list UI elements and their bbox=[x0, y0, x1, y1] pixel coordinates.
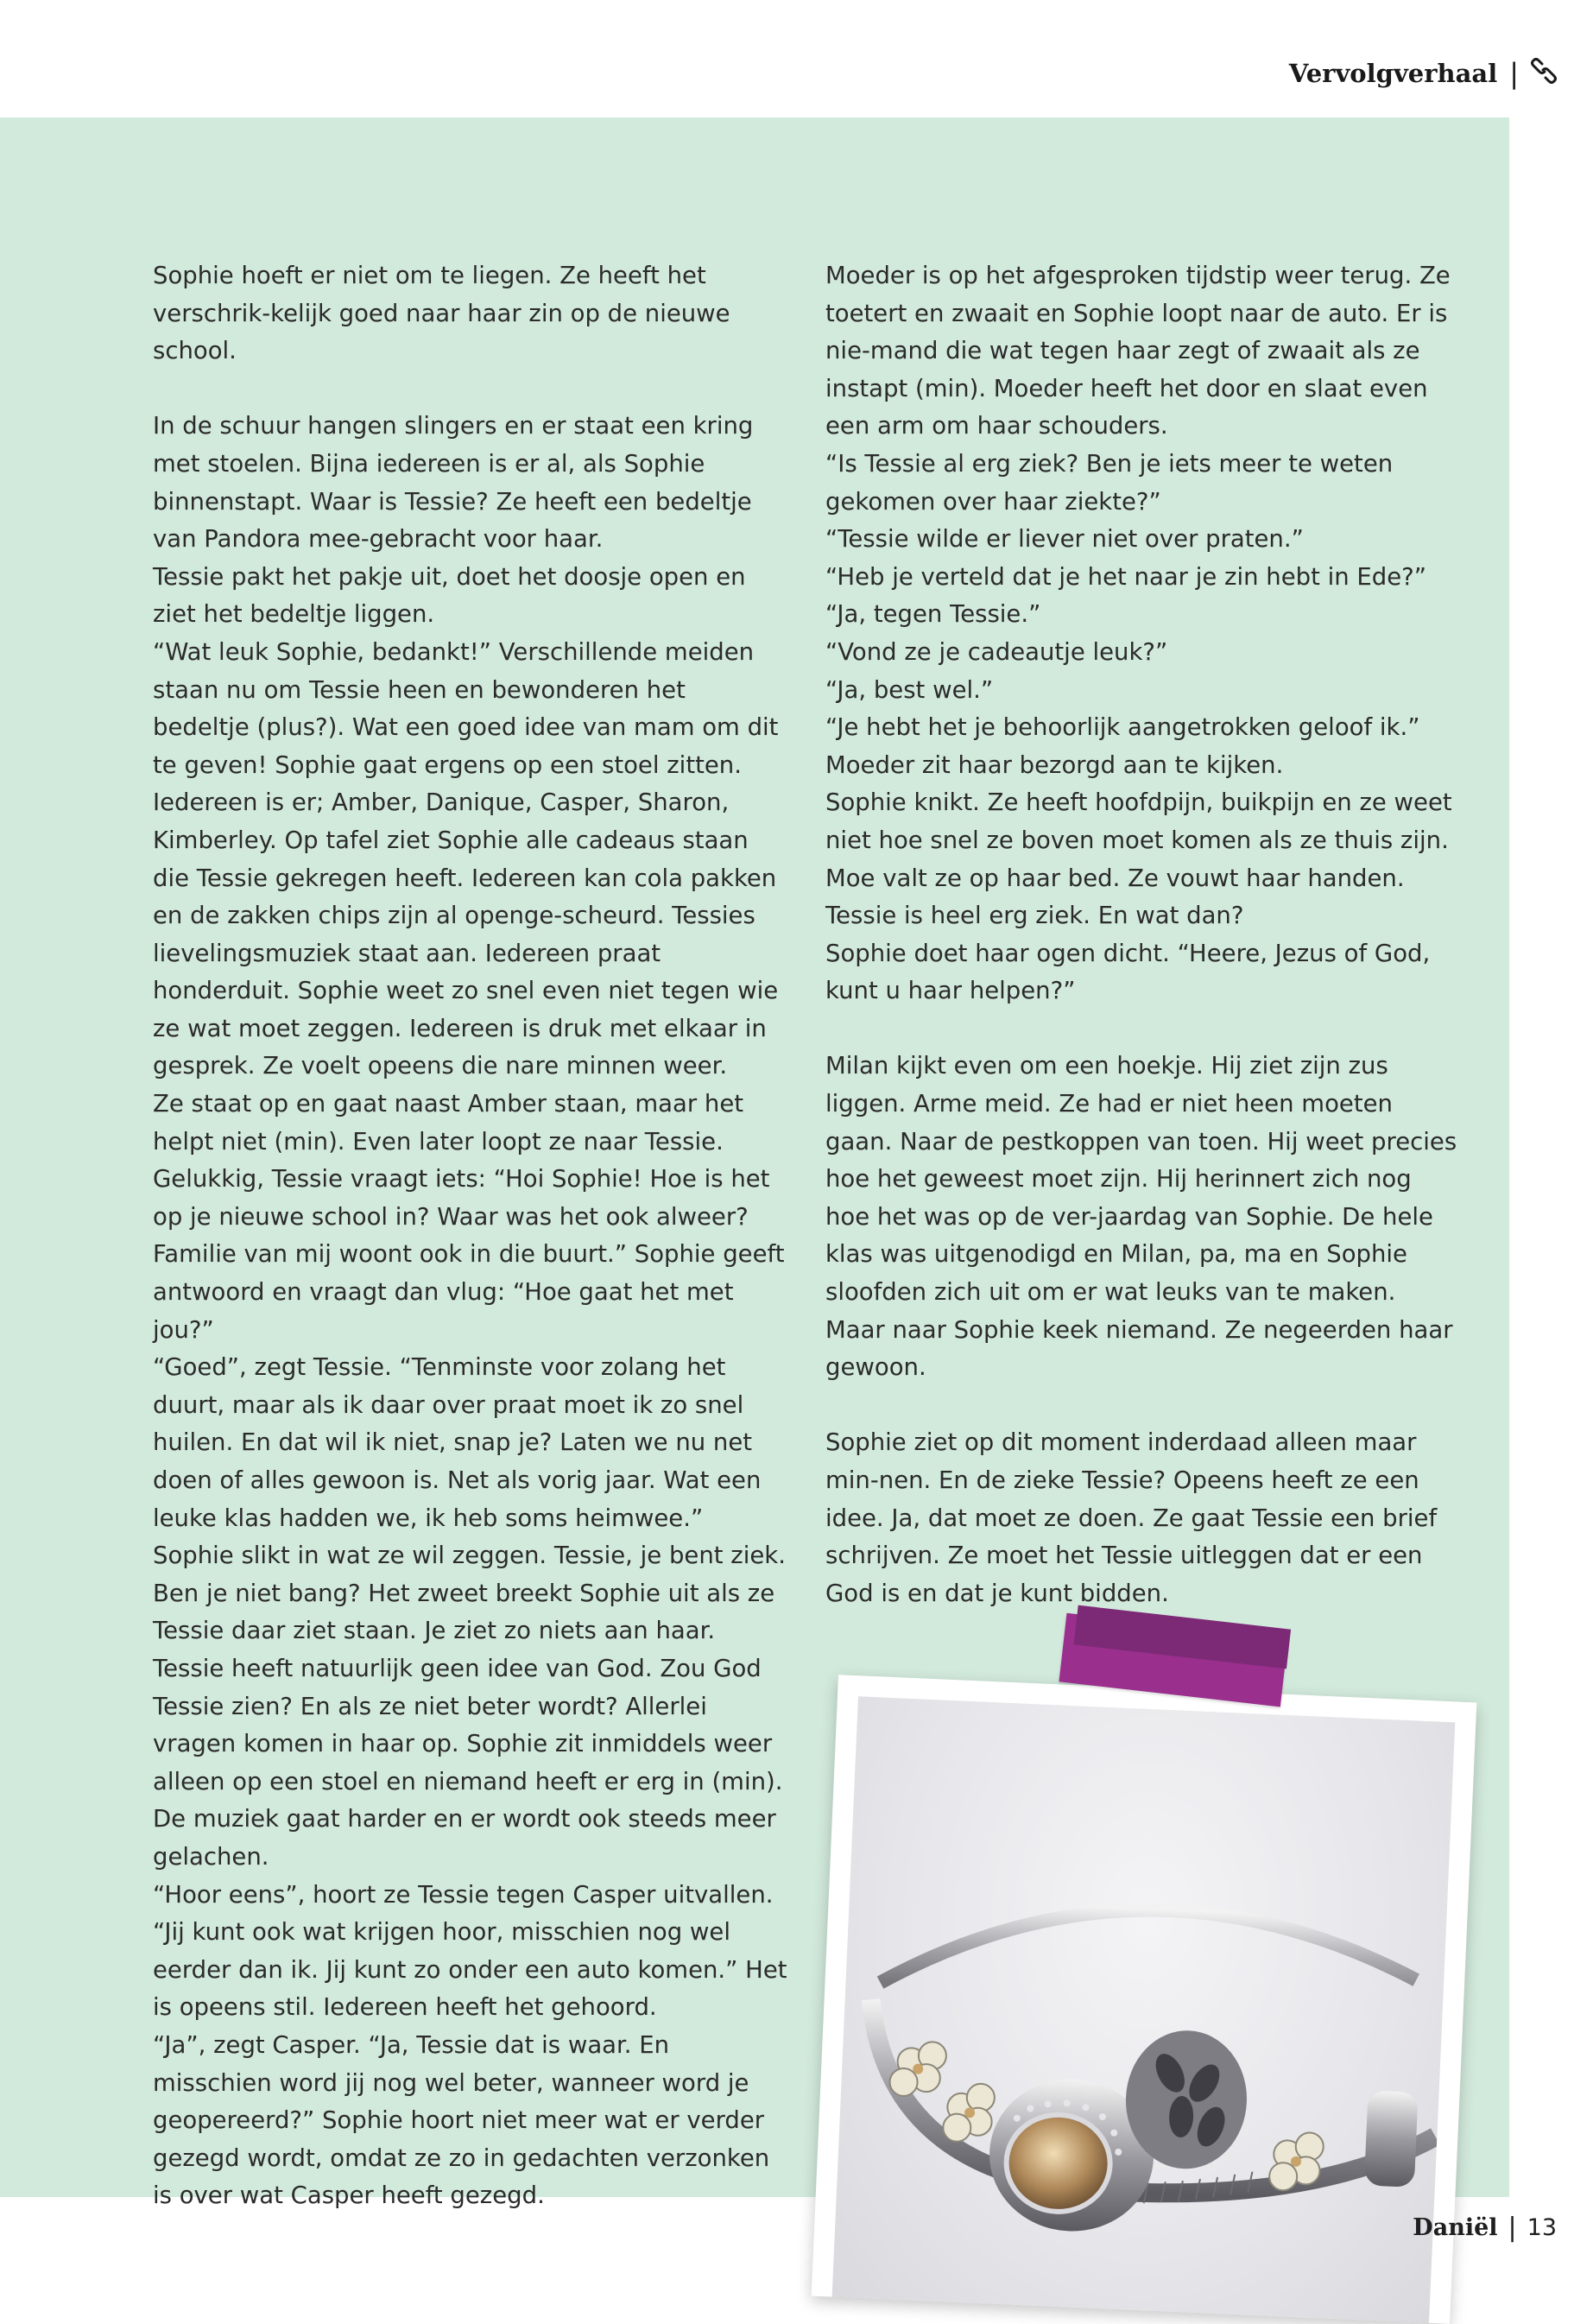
link-icon bbox=[1531, 58, 1557, 90]
paragraph: “Ja, best wel.” bbox=[825, 675, 994, 704]
section-title: Vervolgverhaal bbox=[1288, 59, 1498, 88]
paragraph: In de schuur hangen slingers en er staat een kring met stoelen. Bijna iedereen is er al, als Sophie binnenstapt. Waar is Tessie? Ze heeft een bedeltje van Pandora mee-gebracht voor haar. bbox=[153, 412, 754, 554]
paragraph: “Wat leuk Sophie, bedankt!” Verschillende meiden staan nu om Tessie heen en bewonderen het bedeltje (plus?). Wat een goed idee van mam om dit te geven! Sophie gaat ergens op een stoel zitten. Iedereen is er; Amber, Danique, Casper, Sharon, Kimberley. Op tafel ziet Sophie alle cadeaus staan die Tessie gekregen heeft. Iedereen kan cola pakken en de zakken chips zijn al openge-scheurd. Tessies lievelingsmuziek staat aan. Iedereen praat honderduit. Sophie weet zo snel even niet tegen wie ze wat moet zeggen. Iedereen is druk met elkaar in gesprek. Ze voelt opeens die nare minnen weer. bbox=[153, 637, 779, 1080]
page-number: 13 bbox=[1527, 2214, 1557, 2241]
paragraph: “Goed”, zegt Tessie. “Tenminste voor zolang het duurt, maar als ik daar over praat moet ik zo snel huilen. En dat wil ik niet, snap je? Laten we nu net doen of alles gewoon is. Net als vorig jaar. Wat een leuke klas hadden we, ik heb soms heimwee.” bbox=[153, 1353, 762, 1532]
paragraph: Moeder is op het afgesproken tijdstip weer terug. Ze toetert en zwaait en Sophie loopt naar de auto. Er is nie-mand die wat tegen haar zegt of zwaait als ze instapt (min). Moeder heeft het door en slaat even een arm om haar schouders. bbox=[825, 262, 1451, 440]
bracelet-photo bbox=[832, 1696, 1456, 2323]
paragraph: Milan kijkt even om een hoekje. Hij ziet zijn zus liggen. Arme meid. Ze had er niet heen moeten gaan. Naar de pestkoppen van toen. Hij weet precies hoe het geweest moet zijn. Hij herinnert zich nog hoe het was op de ver-jaardag van Sophie. De hele klas was uitgenodigd en Milan, pa, ma en Sophie sloofden zich uit om er wat leuks van te maken. Maar naar Sophie keek niemand. Ze negeerden haar gewoon. bbox=[825, 1052, 1457, 1382]
paragraph: “Ja”, zegt Casper. “Ja, Tessie dat is waar. En misschien word jij nog wel beter, wanneer word je geopereerd?” Sophie hoort niet meer wat er verder gezegd wordt, omdat ze zo in gedachten verzonken is over wat Casper heeft gezegd. bbox=[153, 2030, 770, 2210]
paragraph: Ze staat op en gaat naast Amber staan, maar het helpt niet (min). Even later loopt ze naar Tessie. Gelukkig, Tessie vraagt iets: “Hoi Sophie! Hoe is het op je nieuwe school in? Waar was het ook alweer? Familie van mij woont ook in die buurt.” Sophie geeft antwoord en vraagt dan vlug: “Hoe gaat het met jou?” bbox=[153, 1090, 785, 1344]
paragraph: Sophie hoeft er niet om te liegen. Ze heeft het verschrik-kelijk goed naar haar zin op de nieuwe school. bbox=[153, 262, 730, 365]
photo-frame bbox=[812, 1675, 1477, 2324]
magazine-name: Daniël bbox=[1413, 2214, 1498, 2241]
paragraph: Sophie doet haar ogen dicht. “Heere, Jezus of God, kunt u haar helpen?” bbox=[825, 939, 1431, 1005]
paragraph: “Hoor eens”, hoort ze Tessie tegen Casper uitvallen. “Jij kunt ook wat krijgen hoor, misschien nog wel eerder dan ik. Jij kunt zo onder een auto komen.” Het is opeens stil. Iedereen heeft het gehoord. bbox=[153, 1880, 787, 2022]
polaroid-photo bbox=[812, 1675, 1477, 2324]
paragraph: Sophie slikt in wat ze wil zeggen. Tessie, je bent ziek. Ben je niet bang? Het zweet breekt Sophie uit als ze Tessie daar ziet staan. Je ziet zo niets aan haar. Tessie heeft natuurlijk geen idee van God. Zou God Tessie zien? En als ze niet beter wordt? Allerlei vragen komen in haar op. Sophie zit inmiddels weer alleen op een stoel en niemand heeft er erg in (min). De muziek gaat harder en er wordt ook steeds meer gelachen. bbox=[153, 1542, 786, 1871]
left-column bbox=[153, 257, 787, 2215]
right-column bbox=[825, 257, 1460, 1612]
page-footer bbox=[1413, 2213, 1557, 2243]
header-separator: | bbox=[1509, 57, 1519, 90]
footer-separator: | bbox=[1508, 2213, 1517, 2243]
running-header bbox=[1289, 57, 1557, 90]
paragraph: Sophie knikt. Ze heeft hoofdpijn, buikpijn en ze weet niet hoe snel ze boven moet komen als ze thuis zijn. Moe valt ze op haar bed. Ze vouwt haar handen. Tessie is heel erg ziek. En wat dan? bbox=[825, 788, 1452, 930]
paragraph: Sophie ziet op dit moment inderdaad alleen maar min-nen. En de zieke Tessie? Opeens heeft ze een idee. Ja, dat moet ze doen. Ze gaat Tessie een brief schrijven. Ze moet het Tessie uitleggen dat er een God is en dat je kunt bidden. bbox=[825, 1428, 1438, 1607]
paragraph: “Je hebt het je behoorlijk aangetrokken geloof ik.” Moeder zit haar bezorgd aan te kijken. bbox=[825, 713, 1420, 779]
paragraph: “Ja, tegen Tessie.” bbox=[825, 600, 1041, 629]
paragraph: “Tessie wilde er liever niet over praten.” bbox=[825, 525, 1304, 554]
paragraph: “Heb je verteld dat je het naar je zin hebt in Ede?” bbox=[825, 562, 1426, 591]
paragraph: “Is Tessie al erg ziek? Ben je iets meer te weten gekomen over haar ziekte?” bbox=[825, 449, 1394, 516]
paragraph: Tessie pakt het pakje uit, doet het doosje open en ziet het bedeltje liggen. bbox=[153, 562, 746, 629]
bracelet-illustration bbox=[832, 1696, 1456, 2323]
paragraph: “Vond ze je cadeautje leuk?” bbox=[825, 637, 1168, 666]
